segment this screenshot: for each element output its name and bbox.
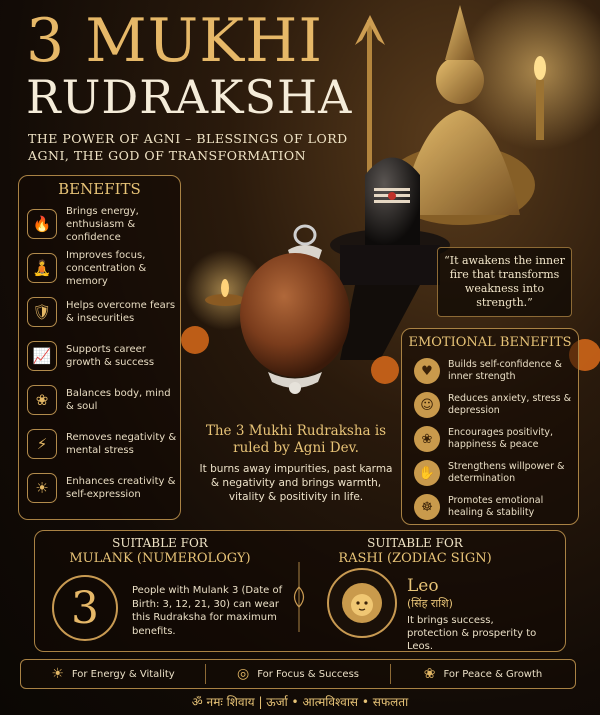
- mulank-heading-1: SUITABLE FOR: [112, 536, 208, 550]
- title-line-2: RUDRAKSHA: [26, 70, 353, 124]
- rashi-text: It brings success, protection & prosperity to Leos.: [407, 615, 537, 652]
- emotional-text: Strengthens willpower & determination: [448, 460, 565, 484]
- mulank-text: People with Mulank 3 (Date of Birth: 3, 12, 21, 30) can wear this Rudraksha for maximum benefits.: [132, 585, 283, 637]
- ruled-description: It burns away impurities, past karma & negativity and brings warmth, vitality & positivity in life.: [199, 463, 393, 503]
- lion-icon: [327, 568, 397, 638]
- footer-mantra: ॐ नमः शिवाय | ऊर्जा • आत्मविश्वास • सफलता: [191, 695, 409, 709]
- quote-close-icon: ”: [527, 296, 533, 309]
- strip-item: [21, 666, 205, 682]
- emotional-text: Promotes emotional healing & stability: [448, 494, 544, 518]
- target-icon: ◎: [237, 666, 250, 682]
- sun-icon: ☀: [51, 666, 64, 682]
- ruled-title: The 3 Mukhi Rudraksha is ruled by Agni Dev.: [205, 423, 387, 456]
- benefit-text: Brings energy, enthusiasm & confidence: [66, 205, 139, 243]
- lotus-icon: ❀: [27, 385, 57, 415]
- strip-item: [391, 666, 575, 682]
- strip-label: For Focus & Success: [257, 668, 359, 680]
- emotional-benefits-panel: [401, 328, 579, 525]
- marigold-flower: [371, 356, 399, 384]
- smile-icon: ☺: [414, 392, 440, 418]
- benefit-text: Enhances creativity & self-expression: [66, 476, 176, 500]
- meditation-icon: ☸: [414, 494, 440, 520]
- lotus-icon: ❀: [423, 666, 436, 682]
- mulank-heading-2: MULANK (NUMEROLOGY): [69, 551, 251, 566]
- emotional-item: [414, 422, 578, 456]
- benefit-text: Helps overcome fears & insecurities: [66, 300, 176, 324]
- growth-chart-icon: 📈: [27, 341, 57, 371]
- subtitle: THE POWER OF AGNI – BLESSINGS OF LORD AGNI, THE GOD OF TRANSFORMATION: [28, 131, 348, 163]
- benefit-item: [27, 246, 180, 290]
- benefit-item: [27, 378, 180, 422]
- lightning-icon: ⚡: [27, 429, 57, 459]
- benefit-item: [27, 466, 180, 510]
- sun-icon: ☀: [27, 473, 57, 503]
- marigold-flower: [181, 326, 209, 354]
- benefit-text: Removes negativity & mental stress: [66, 432, 177, 456]
- strip-item: [206, 666, 390, 682]
- flame-icon: 🔥: [27, 209, 57, 239]
- emotional-text: Reduces anxiety, stress & depression: [448, 392, 571, 416]
- emotional-item: [414, 456, 578, 490]
- benefit-text: Supports career growth & success: [66, 344, 155, 368]
- rashi-heading-2: RASHI (ZODIAC SIGN): [338, 551, 492, 566]
- divider-ornament-icon: [286, 562, 312, 632]
- emotional-text: Encourages positivity, happiness & peace: [448, 426, 554, 450]
- emotional-title: EMOTIONAL BENEFITS: [408, 335, 572, 350]
- lotus-icon: ❀: [414, 426, 440, 452]
- emotional-item: [414, 388, 578, 422]
- benefit-item: [27, 334, 180, 378]
- quote-text: It awakens the inner fire that transforms weakness into strength.: [449, 254, 565, 309]
- rashi-hindi: (सिंह राशि): [407, 597, 453, 610]
- strip-label: For Peace & Growth: [443, 668, 543, 680]
- emotional-item: [414, 354, 578, 388]
- emotional-item: [414, 490, 578, 524]
- rudraksha-bead: [240, 226, 350, 394]
- emotional-text: Builds self-confidence & inner strength: [448, 358, 562, 382]
- benefit-text: Balances body, mind & soul: [66, 388, 171, 412]
- title-line-1: 3 MUKHI: [26, 6, 324, 76]
- benefit-text: Improves focus, concentration & memory: [66, 249, 147, 287]
- benefit-item: [27, 202, 180, 246]
- mulank-number: 3: [52, 575, 118, 641]
- benefit-strip: [20, 659, 576, 689]
- benefit-item: [27, 290, 180, 334]
- rashi-heading-1: SUITABLE FOR: [367, 536, 463, 550]
- heart-icon: ♥: [414, 358, 440, 384]
- benefits-panel: [18, 175, 181, 520]
- handshake-icon: ✋: [414, 460, 440, 486]
- benefit-item: [27, 422, 180, 466]
- strip-label: For Energy & Vitality: [71, 668, 175, 680]
- benefits-title: BENEFITS: [58, 180, 141, 198]
- quote-box: [437, 247, 572, 317]
- quote-open-icon: “: [444, 254, 450, 267]
- rashi-sign: Leo: [407, 576, 439, 596]
- shield-icon: 🛡: [27, 297, 57, 327]
- meditation-icon: 🧘: [27, 253, 57, 283]
